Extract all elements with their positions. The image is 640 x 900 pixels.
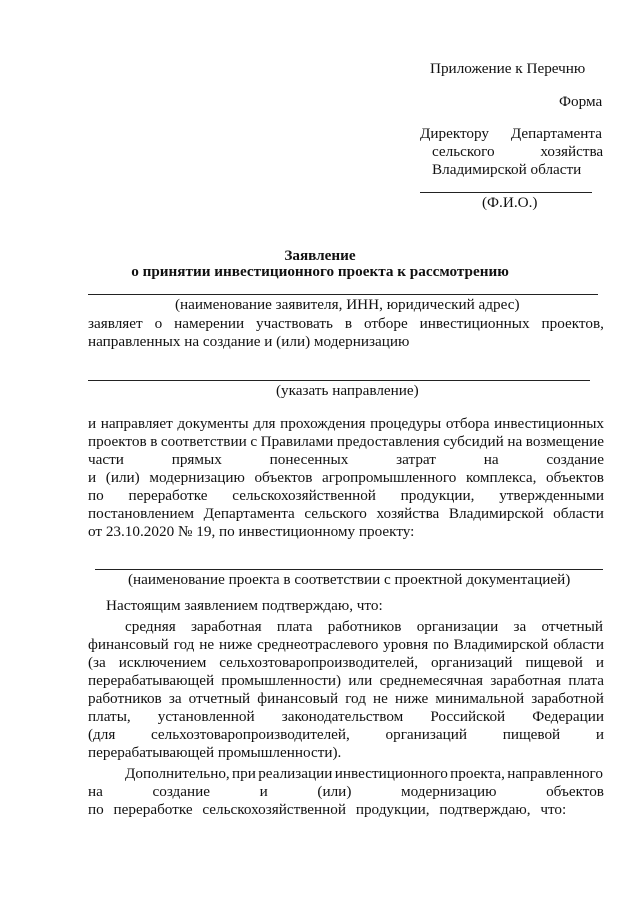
word: Российской [430, 708, 506, 725]
word: при [232, 765, 256, 782]
direction-hint: (указать направление) [276, 382, 419, 399]
word: заявляет [88, 315, 143, 332]
word: проектов [88, 433, 147, 450]
word: плата [568, 672, 604, 689]
addressee-line-3: Владимирской области [432, 161, 582, 178]
addressee-line-2: сельского хозяйства [432, 143, 604, 160]
paragraph-3-line-4 [88, 672, 604, 690]
word: постановлением [88, 505, 195, 522]
project-hint: (наименование проекта в соответствии с проектной документацией) [128, 571, 571, 588]
project-line [95, 569, 603, 570]
word: на [483, 451, 499, 468]
word: сельхозтоваропроизводителей, [151, 726, 350, 743]
word: и [595, 654, 604, 671]
document-subtitle: о принятии инвестиционного проекта к рассмотрению [131, 263, 509, 280]
paragraph-3-line-3 [88, 654, 604, 672]
word: заработная [490, 672, 561, 689]
word: исключением [118, 654, 207, 671]
document-title: Заявление [284, 247, 356, 264]
applicant-line [88, 294, 598, 295]
word: для [253, 415, 276, 432]
word: части [88, 451, 124, 468]
word: модернизацию [401, 783, 497, 800]
word: по [88, 487, 104, 504]
word: агропромышленного [322, 469, 457, 486]
word: уровня [383, 636, 429, 653]
word: работников [88, 690, 162, 707]
word: перерабатывающей [88, 672, 215, 689]
form-label: Форма [559, 93, 603, 110]
fio-hint: (Ф.И.О.) [482, 194, 538, 211]
word: промышленности) [221, 672, 342, 689]
word: (за [88, 654, 106, 671]
paragraph-2-line-5 [88, 487, 604, 505]
word: затрат [396, 451, 436, 468]
paragraph-4-line-1 [125, 765, 603, 783]
word: ниже [394, 690, 429, 707]
paragraph-1-line-1 [88, 315, 604, 333]
word: среднемесячная [379, 672, 483, 689]
paragraph-3-line-7 [88, 726, 604, 744]
word: предоставления [336, 433, 440, 450]
word: работников [327, 618, 402, 635]
word: о [154, 315, 163, 332]
word: (для [88, 726, 116, 743]
word: по [433, 636, 449, 653]
word: переработке [113, 801, 193, 818]
paragraph-3-line-2 [88, 636, 604, 654]
word: участвовать [256, 315, 333, 332]
word: и [259, 783, 268, 800]
word: плата [276, 618, 313, 635]
paragraph-2-line-6 [88, 505, 604, 523]
word: сельскохозяйственной [202, 801, 347, 818]
word: реализации [258, 765, 333, 782]
word: Владимирской [448, 505, 544, 522]
word: за [168, 690, 182, 707]
word: отбора [445, 415, 490, 432]
paragraph-3-line-8: перерабатывающей промышленности). [88, 744, 342, 761]
word: переработке [128, 487, 208, 504]
word: организаций [385, 726, 468, 743]
confirm-intro: Настоящим заявлением подтверждаю, что: [106, 597, 383, 614]
paragraph-2-line-7: от 23.10.2020 № 19, по инвестиционному проекту: [88, 523, 415, 540]
word: возмещение [525, 433, 604, 450]
paragraph-3-line-1 [125, 618, 603, 636]
addressee-line-1 [420, 125, 602, 143]
word: инвестиционного [334, 765, 448, 782]
word: сельского [304, 505, 367, 522]
direction-line [88, 380, 590, 381]
word: финансовый [257, 690, 339, 707]
word: субсидий [443, 433, 504, 450]
word: объектов [546, 783, 604, 800]
paragraph-4-line-3 [88, 801, 566, 819]
word: в [150, 433, 158, 450]
paragraph-2-line-1 [88, 415, 604, 433]
word: пищевой [502, 726, 561, 743]
paragraph-4-line-2 [88, 783, 604, 801]
word: инвестиционных [419, 315, 530, 332]
word: за [513, 618, 527, 635]
word: Дополнительно, [125, 765, 230, 782]
word: или [348, 672, 373, 689]
word: не [199, 636, 215, 653]
word: намерении [174, 315, 245, 332]
word: что: [540, 801, 567, 818]
word: создание [152, 783, 211, 800]
word: год [345, 690, 366, 707]
word: продукции, [355, 801, 430, 818]
applicant-hint: (наименование заявителя, ИНН, юридический адрес) [175, 296, 520, 313]
word: финансовый [88, 636, 169, 653]
word: и [595, 726, 604, 743]
word: хозяйства [376, 505, 440, 522]
appendix-note: Приложение к Перечню [430, 60, 586, 77]
word: законодательством [281, 708, 404, 725]
word: утвержденными [499, 487, 604, 504]
word: и [88, 469, 97, 486]
word: год [173, 636, 195, 653]
word: пищевой [525, 654, 583, 671]
word: соответствии [160, 433, 247, 450]
paragraph-3-line-6 [88, 708, 604, 726]
word: подтверждаю, [439, 801, 531, 818]
word: отчетный [541, 618, 603, 635]
word: ниже [218, 636, 253, 653]
addressee-text-1: Директору Департамента [420, 125, 602, 142]
word: заработной [531, 690, 604, 707]
word: Владимирской [453, 636, 549, 653]
word: и [88, 415, 97, 432]
word: проектов, [541, 315, 604, 332]
word: направляет [100, 415, 173, 432]
word: на [507, 433, 523, 450]
word: проекта, [450, 765, 505, 782]
word: среднеотраслевого [257, 636, 379, 653]
word: области [553, 505, 604, 522]
word: организации [416, 618, 499, 635]
word: продукции, [400, 487, 475, 504]
word: не [373, 690, 388, 707]
word: инвестиционных [494, 415, 604, 432]
word: (или) [105, 469, 140, 486]
word: объектов [546, 469, 604, 486]
fio-underline [420, 192, 592, 193]
paragraph-2-line-3 [88, 451, 604, 469]
addressee-block [420, 125, 604, 179]
word: организаций [430, 654, 513, 671]
word: по [88, 801, 104, 818]
word: (или) [317, 783, 352, 800]
word: процедуры [370, 415, 442, 432]
word: модернизацию [149, 469, 245, 486]
word: области [553, 636, 604, 653]
paragraph-2-line-4 [88, 469, 604, 487]
word: средняя [125, 618, 176, 635]
word: на [88, 783, 103, 800]
word: Правилами [260, 433, 334, 450]
word: сельхозтоваропроизводителей, [219, 654, 419, 671]
word: Федерации [532, 708, 604, 725]
word: с [250, 433, 258, 450]
paragraph-1-line-2: направленных на создание и (или) модернизацию [88, 333, 410, 350]
word: создание [546, 451, 604, 468]
word: прохождения [280, 415, 366, 432]
word: прямых [171, 451, 222, 468]
word: документы [177, 415, 249, 432]
word: отчетный [188, 690, 251, 707]
word: установленной [157, 708, 255, 725]
word: заработная [190, 618, 262, 635]
paragraph-3-line-5 [88, 690, 604, 708]
word: понесенных [269, 451, 349, 468]
word: Департамента [203, 505, 295, 522]
word: направленного [507, 765, 603, 782]
word: объектов [254, 469, 313, 486]
paragraph-2-line-2 [88, 433, 604, 451]
word: платы, [88, 708, 131, 725]
word: в [344, 315, 353, 332]
word: комплекса, [465, 469, 537, 486]
word: сельскохозяйственной [232, 487, 376, 504]
word: отборе [364, 315, 408, 332]
word: минимальной [435, 690, 525, 707]
